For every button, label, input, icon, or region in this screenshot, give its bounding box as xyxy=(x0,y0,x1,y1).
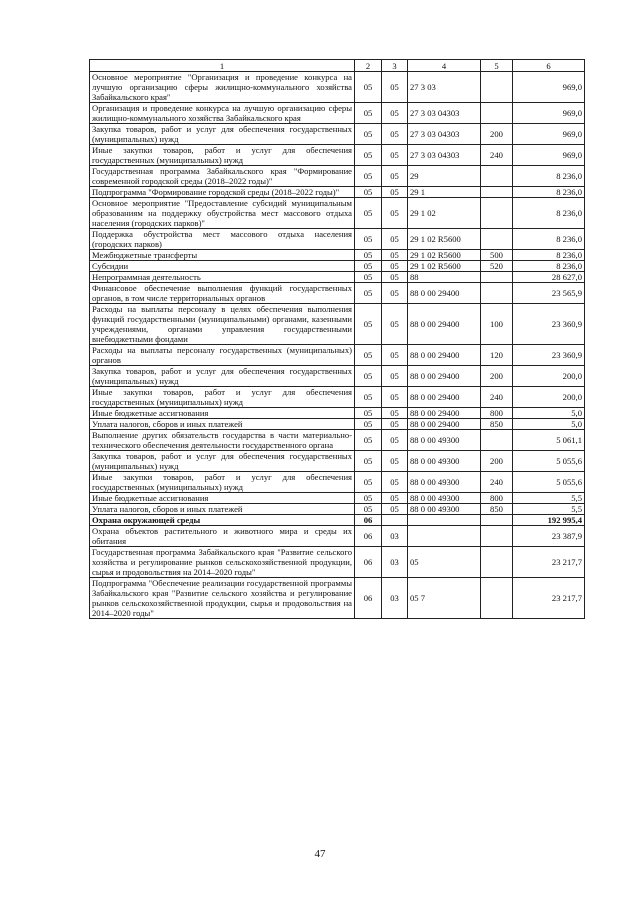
cell-target-code: 29 1 02 R5600 xyxy=(408,250,481,261)
cell-expense-type: 200 xyxy=(481,451,513,472)
cell-amount: 8 236,0 xyxy=(513,198,585,229)
cell-subsection: 03 xyxy=(382,547,408,578)
cell-section: 05 xyxy=(355,504,382,515)
cell-target-code: 88 0 00 29400 xyxy=(408,345,481,366)
cell-section: 05 xyxy=(355,145,382,166)
table-row xyxy=(90,526,585,547)
cell-section: 05 xyxy=(355,451,382,472)
cell-expense-type: 200 xyxy=(481,366,513,387)
cell-expense-type xyxy=(481,72,513,103)
cell-subsection: 05 xyxy=(382,103,408,124)
table-body xyxy=(90,72,585,619)
cell-amount: 200,0 xyxy=(513,387,585,408)
cell-expense-type xyxy=(481,103,513,124)
table-row xyxy=(90,145,585,166)
cell-subsection: 05 xyxy=(382,408,408,419)
cell-name: Непрограммная деятельность xyxy=(90,272,355,283)
cell-subsection: 05 xyxy=(382,366,408,387)
cell-amount: 5,0 xyxy=(513,419,585,430)
cell-section: 05 xyxy=(355,198,382,229)
cell-name: Подпрограмма "Формирование городской среды (2018–2022 годы)" xyxy=(90,187,355,198)
cell-amount: 23 387,9 xyxy=(513,526,585,547)
cell-amount: 192 995,4 xyxy=(513,515,585,526)
cell-target-code: 88 0 00 49300 xyxy=(408,504,481,515)
cell-name: Выполнение других обязательств государства в части материально-технического обеспечения деятельности государственного органа xyxy=(90,430,355,451)
cell-section: 05 xyxy=(355,493,382,504)
cell-subsection: 05 xyxy=(382,124,408,145)
cell-name: Межбюджетные трансферты xyxy=(90,250,355,261)
cell-section: 05 xyxy=(355,187,382,198)
cell-name: Расходы на выплаты персоналу государственных (муниципальных) органов xyxy=(90,345,355,366)
cell-section: 06 xyxy=(355,526,382,547)
cell-section: 06 xyxy=(355,515,382,526)
table-row xyxy=(90,493,585,504)
cell-expense-type xyxy=(481,515,513,526)
cell-section: 05 xyxy=(355,283,382,304)
cell-section: 05 xyxy=(355,472,382,493)
table-row xyxy=(90,72,585,103)
cell-subsection: 03 xyxy=(382,526,408,547)
cell-target-code: 88 0 00 29400 xyxy=(408,283,481,304)
cell-amount: 23 360,9 xyxy=(513,304,585,345)
cell-name: Поддержка обустройства мест массового отдыха населения (городских парков) xyxy=(90,229,355,250)
cell-expense-type xyxy=(481,578,513,619)
header-col-1: 1 xyxy=(90,60,355,72)
cell-amount: 23 565,9 xyxy=(513,283,585,304)
cell-amount: 23 360,9 xyxy=(513,345,585,366)
table-row xyxy=(90,366,585,387)
cell-amount: 5 055,6 xyxy=(513,472,585,493)
cell-target-code: 27 3 03 04303 xyxy=(408,145,481,166)
cell-target-code: 29 1 02 xyxy=(408,198,481,229)
cell-target-code: 88 0 00 29400 xyxy=(408,408,481,419)
cell-subsection: 05 xyxy=(382,304,408,345)
cell-target-code: 88 xyxy=(408,272,481,283)
cell-name: Расходы на выплаты персоналу в целях обеспечения выполнения функций государственными (муниципальными) органами, казенными учреждениями, органами управления государственными внебюджетными фондами xyxy=(90,304,355,345)
cell-target-code: 88 0 00 29400 xyxy=(408,366,481,387)
cell-name: Основное мероприятие "Предоставление субсидий муниципальным образованиям на поддержку обустройства мест массового отдыха населения (городских парков)" xyxy=(90,198,355,229)
cell-section: 05 xyxy=(355,103,382,124)
cell-name: Закупка товаров, работ и услуг для обеспечения государственных (муниципальных) нужд xyxy=(90,451,355,472)
table-row xyxy=(90,198,585,229)
cell-name: Иные закупки товаров, работ и услуг для обеспечения государственных (муниципальных) нужд xyxy=(90,387,355,408)
header-col-6: 6 xyxy=(513,60,585,72)
table-row xyxy=(90,515,585,526)
cell-subsection: 03 xyxy=(382,578,408,619)
cell-expense-type: 200 xyxy=(481,124,513,145)
cell-target-code: 27 3 03 xyxy=(408,72,481,103)
header-col-3: 3 xyxy=(382,60,408,72)
cell-expense-type: 240 xyxy=(481,387,513,408)
cell-expense-type xyxy=(481,272,513,283)
cell-name: Иные бюджетные ассигнования xyxy=(90,408,355,419)
cell-amount: 8 236,0 xyxy=(513,250,585,261)
cell-target-code: 29 1 02 R5600 xyxy=(408,229,481,250)
cell-target-code: 05 xyxy=(408,547,481,578)
table-row xyxy=(90,547,585,578)
cell-target-code xyxy=(408,526,481,547)
cell-amount: 8 236,0 xyxy=(513,229,585,250)
cell-subsection: 05 xyxy=(382,493,408,504)
cell-expense-type: 520 xyxy=(481,261,513,272)
cell-target-code: 27 3 03 04303 xyxy=(408,103,481,124)
cell-section: 05 xyxy=(355,166,382,187)
table-row xyxy=(90,430,585,451)
cell-name: Иные закупки товаров, работ и услуг для обеспечения государственных (муниципальных) нужд xyxy=(90,472,355,493)
cell-name: Организация и проведение конкурса на лучшую организацию сферы жилищно-коммунального хозяйства Забайкальского края xyxy=(90,103,355,124)
table-row xyxy=(90,419,585,430)
cell-name: Субсидии xyxy=(90,261,355,272)
table-row xyxy=(90,345,585,366)
cell-subsection: 05 xyxy=(382,451,408,472)
table-row xyxy=(90,304,585,345)
cell-name: Закупка товаров, работ и услуг для обеспечения государственных (муниципальных) нужд xyxy=(90,366,355,387)
cell-subsection: 05 xyxy=(382,272,408,283)
cell-amount: 5 055,6 xyxy=(513,451,585,472)
cell-subsection: 05 xyxy=(382,229,408,250)
cell-amount: 969,0 xyxy=(513,103,585,124)
cell-expense-type: 120 xyxy=(481,345,513,366)
cell-subsection: 05 xyxy=(382,250,408,261)
table-header-row xyxy=(90,60,585,72)
cell-target-code: 29 1 02 R5600 xyxy=(408,261,481,272)
cell-name: Подпрограмма "Обеспечение реализации государственной программы Забайкальского края "Развитие сельского хозяйства и регулирование рынков сельскохозяйственной продукции, сырья и продовольствия на 2014–2020 годы" xyxy=(90,578,355,619)
cell-expense-type xyxy=(481,187,513,198)
cell-name: Иные закупки товаров, работ и услуг для обеспечения государственных (муниципальных) нужд xyxy=(90,145,355,166)
cell-name: Финансовое обеспечение выполнения функций государственных органов, в том числе территориальных органов xyxy=(90,283,355,304)
header-col-2: 2 xyxy=(355,60,382,72)
cell-section: 05 xyxy=(355,250,382,261)
cell-subsection xyxy=(382,515,408,526)
cell-target-code: 88 0 00 49300 xyxy=(408,472,481,493)
table-row xyxy=(90,166,585,187)
cell-expense-type: 240 xyxy=(481,145,513,166)
cell-amount: 5,0 xyxy=(513,408,585,419)
cell-expense-type xyxy=(481,198,513,229)
table-row xyxy=(90,103,585,124)
cell-section: 05 xyxy=(355,72,382,103)
cell-amount: 5 061,1 xyxy=(513,430,585,451)
cell-section: 05 xyxy=(355,430,382,451)
cell-target-code: 27 3 03 04303 xyxy=(408,124,481,145)
table-row xyxy=(90,124,585,145)
cell-expense-type xyxy=(481,229,513,250)
table-row xyxy=(90,187,585,198)
cell-section: 05 xyxy=(355,304,382,345)
cell-section: 05 xyxy=(355,124,382,145)
cell-expense-type: 800 xyxy=(481,493,513,504)
cell-section: 06 xyxy=(355,578,382,619)
cell-target-code: 88 0 00 49300 xyxy=(408,430,481,451)
cell-subsection: 05 xyxy=(382,187,408,198)
cell-amount: 5,5 xyxy=(513,504,585,515)
cell-name: Основное мероприятие "Организация и проведение конкурса на лучшую организацию сферы жилищно-коммунального хозяйства Забайкальского края" xyxy=(90,72,355,103)
cell-amount: 8 236,0 xyxy=(513,166,585,187)
cell-expense-type xyxy=(481,526,513,547)
cell-target-code: 05 7 xyxy=(408,578,481,619)
cell-name: Уплата налогов, сборов и иных платежей xyxy=(90,504,355,515)
cell-amount: 28 627,0 xyxy=(513,272,585,283)
cell-amount: 23 217,7 xyxy=(513,547,585,578)
table-row xyxy=(90,472,585,493)
table-row xyxy=(90,451,585,472)
cell-name: Иные бюджетные ассигнования xyxy=(90,493,355,504)
cell-amount: 969,0 xyxy=(513,72,585,103)
cell-section: 05 xyxy=(355,387,382,408)
table-row xyxy=(90,229,585,250)
cell-section: 05 xyxy=(355,419,382,430)
cell-expense-type: 500 xyxy=(481,250,513,261)
cell-section: 05 xyxy=(355,366,382,387)
cell-subsection: 05 xyxy=(382,72,408,103)
table-row xyxy=(90,272,585,283)
cell-name: Охрана окружающей среды xyxy=(90,515,355,526)
cell-amount: 8 236,0 xyxy=(513,187,585,198)
cell-target-code: 29 1 xyxy=(408,187,481,198)
cell-amount: 969,0 xyxy=(513,145,585,166)
budget-table xyxy=(89,59,585,619)
cell-target-code: 88 0 00 49300 xyxy=(408,451,481,472)
cell-section: 05 xyxy=(355,345,382,366)
cell-section: 05 xyxy=(355,261,382,272)
cell-target-code: 29 xyxy=(408,166,481,187)
cell-subsection: 05 xyxy=(382,145,408,166)
cell-section: 05 xyxy=(355,272,382,283)
cell-amount: 23 217,7 xyxy=(513,578,585,619)
cell-expense-type xyxy=(481,283,513,304)
cell-expense-type xyxy=(481,166,513,187)
table-row xyxy=(90,250,585,261)
cell-subsection: 05 xyxy=(382,345,408,366)
cell-target-code xyxy=(408,515,481,526)
cell-subsection: 05 xyxy=(382,504,408,515)
cell-expense-type: 850 xyxy=(481,504,513,515)
page-number: 47 xyxy=(314,848,326,860)
cell-subsection: 05 xyxy=(382,387,408,408)
cell-subsection: 05 xyxy=(382,166,408,187)
cell-name: Закупка товаров, работ и услуг для обеспечения государственных (муниципальных) нужд xyxy=(90,124,355,145)
cell-amount: 5,5 xyxy=(513,493,585,504)
cell-amount: 200,0 xyxy=(513,366,585,387)
cell-expense-type xyxy=(481,547,513,578)
table-row xyxy=(90,504,585,515)
cell-subsection: 05 xyxy=(382,283,408,304)
header-col-4: 4 xyxy=(408,60,481,72)
table-row xyxy=(90,387,585,408)
cell-subsection: 05 xyxy=(382,472,408,493)
cell-target-code: 88 0 00 29400 xyxy=(408,419,481,430)
cell-subsection: 05 xyxy=(382,419,408,430)
cell-target-code: 88 0 00 49300 xyxy=(408,493,481,504)
cell-section: 06 xyxy=(355,547,382,578)
header-col-5: 5 xyxy=(481,60,513,72)
table-row xyxy=(90,408,585,419)
cell-section: 05 xyxy=(355,408,382,419)
cell-expense-type xyxy=(481,430,513,451)
cell-subsection: 05 xyxy=(382,261,408,272)
cell-section: 05 xyxy=(355,229,382,250)
cell-target-code: 88 0 00 29400 xyxy=(408,387,481,408)
cell-expense-type: 100 xyxy=(481,304,513,345)
cell-target-code: 88 0 00 29400 xyxy=(408,304,481,345)
cell-name: Уплата налогов, сборов и иных платежей xyxy=(90,419,355,430)
cell-amount: 969,0 xyxy=(513,124,585,145)
cell-subsection: 05 xyxy=(382,430,408,451)
cell-subsection: 05 xyxy=(382,198,408,229)
cell-name: Государственная программа Забайкальского края "Формирование современной городской среды (2018–2022 годы)" xyxy=(90,166,355,187)
cell-expense-type: 850 xyxy=(481,419,513,430)
cell-expense-type: 800 xyxy=(481,408,513,419)
cell-amount: 8 236,0 xyxy=(513,261,585,272)
cell-name: Охрана объектов растительного и животного мира и среды их обитания xyxy=(90,526,355,547)
table-row xyxy=(90,261,585,272)
table-row xyxy=(90,283,585,304)
cell-name: Государственная программа Забайкальского края "Развитие сельского хозяйства и регулирование рынков сельскохозяйственной продукции, сырья и продовольствия на 2014–2020 годы" xyxy=(90,547,355,578)
cell-expense-type: 240 xyxy=(481,472,513,493)
table-row xyxy=(90,578,585,619)
